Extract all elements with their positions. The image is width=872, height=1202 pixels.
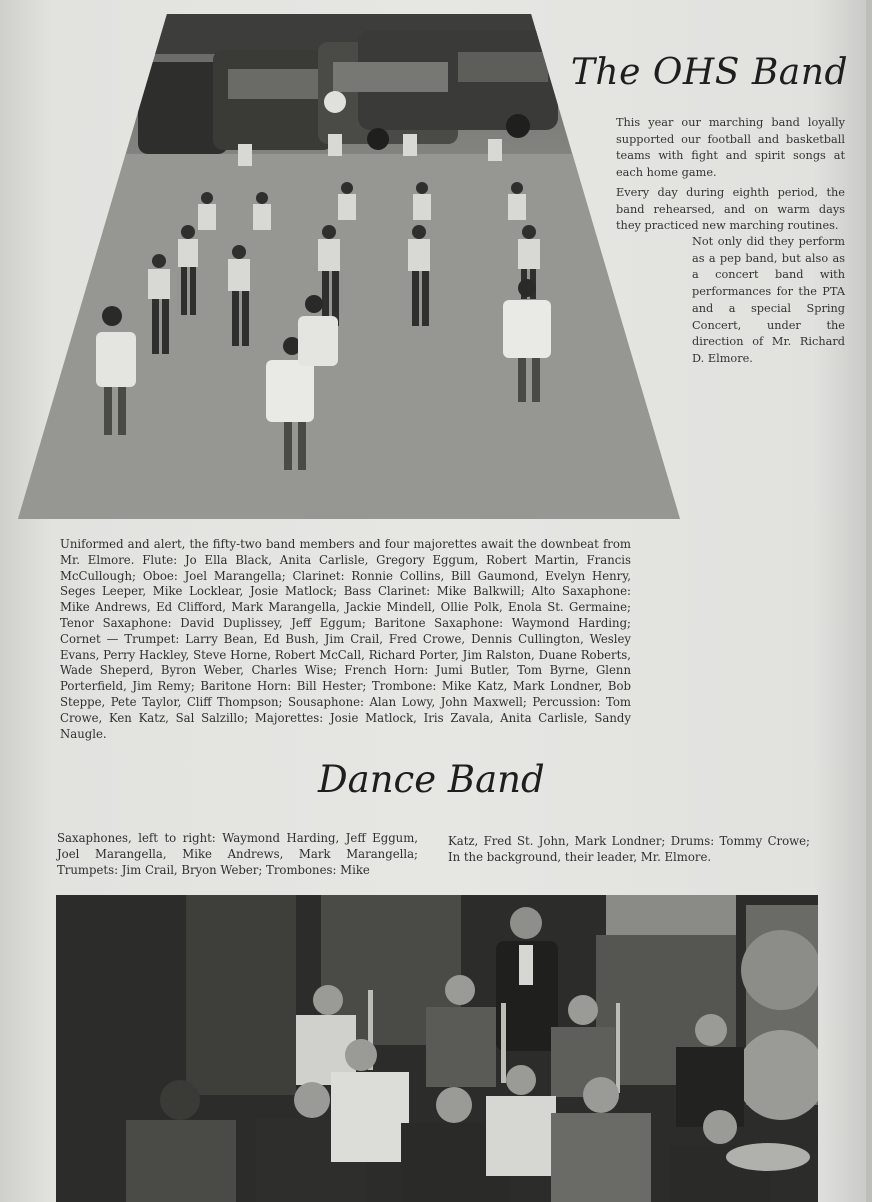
intro-text [616,115,845,238]
intro-paragraph-1: This year our marching band loyally supported our football and basketball teams with fight and spirit songs at each home game. [616,116,845,180]
dance-band-caption-left: Saxaphones, left to right: Waymond Harding, Jeff Eggum, Joel Marangella, Mike Andrews, Mark Marangella; Trumpets: Jim Crail, Bryon Weber; Trombones: Mike [57,831,418,877]
band-roster-caption: Uniformed and alert, the fifty-two band members and four majorettes await the downbeat from Mr. Elmore. Flute: Jo Ella Black, Anita Carlisle, Gregory Eggum, Robert Martin, Francis McCullough; Oboe: Joel Marangella; Clarinet: Ronnie Collins, Bill Gaumond, Evelyn Henry, Seges Leeper, Mike Locklear, Josie Matlock; Bass Clarinet: Mike Balkwill; Alto Saxaphone: Mike Andrews, Ed Clifford, Mark Marangella, Jackie Mindell, Ollie Polk, Enola St. Germaine; Tenor Saxaphone: David Duplissey, Jeff Eggum; Baritone Saxaphone: Waymond Harding; Cornet — Trumpet: Larry Bean, Ed Bush, Jim Crail, Fred Crowe, Dennis Cullington, Wesley Evans, Perry Hackley, Steve Horne, Robert McCall, Richard Porter, Jim Ralston, Duane Roberts, Wade Sheperd, Byron Weber, Charles Wise; French Horn: Jumi Butler, Tom Byrne, Glenn Porterfield, Jim Remy; Baritone Horn: Bill Hester; Trombone: Mike Katz, Mark Londner, Bob Steppe, Pete Taylor, Cliff Thompson; Sousaphone: Alan Lowy, John Maxwell; Percussion: Tom Crowe, Ken Katz, Sal Salzillo; Majorettes: Josie Matlock, Iris Zavala, Anita Carlisle, Sandy Naugle. [60,537,631,741]
dance-band-title: Dance Band [318,758,545,801]
dance-band-caption-right: Katz, Fred St. John, Mark Londner; Drums: Tommy Crowe; In the background, their leader, Mr. Elmore. [448,834,810,864]
intro-paragraph-2: Every day during eighth period, the band rehearsed, and on warm days they practiced new marching routines. [616,185,845,233]
intro-paragraph-3: Not only did they perform as a pep band, but also as a concert band with performances for the PTA and a special Spring Concert, under the direction of Mr. Richard D. Elmore. [692,235,845,365]
page-title: The OHS Band [570,52,848,93]
dance-band-illustration [56,895,818,1202]
page-edge [866,0,872,1202]
intro-text-continued [692,234,845,371]
dance-band-photo [56,895,818,1202]
